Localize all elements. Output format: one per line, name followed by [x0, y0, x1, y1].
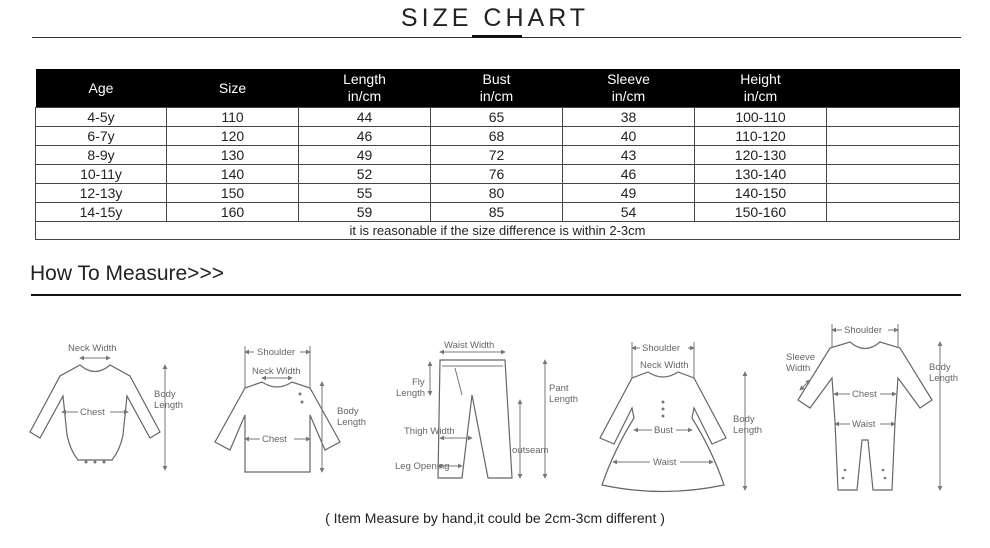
header-age: Age: [36, 69, 167, 108]
dress-diagram: [600, 342, 762, 492]
romper-waist-label: Waist: [852, 419, 876, 430]
cell-size: 130: [167, 146, 299, 165]
header-length: Length in/cm: [299, 69, 431, 108]
cell-age: 14-15y: [36, 203, 167, 222]
romper-chest-label: Chest: [852, 389, 877, 400]
shirt-chest-label: Chest: [262, 434, 287, 445]
table-header-row: [36, 69, 960, 108]
bodysuit-diagram: [30, 343, 183, 470]
header-height: Height in/cm: [695, 69, 827, 108]
size-chart-table: [35, 69, 960, 240]
cell-bust: 80: [431, 184, 563, 203]
cell-blank: [827, 203, 960, 222]
measurement-footnote: ( Item Measure by hand,it could be 2cm-3cm different ): [325, 510, 665, 526]
cell-size: 150: [167, 184, 299, 203]
how-to-measure-heading: How To Measure>>>: [30, 262, 224, 285]
romper-shoulder-label: Shoulder: [844, 325, 883, 336]
pants-pant-length-label-1: Pant: [549, 383, 569, 394]
bodysuit-chest-label: Chest: [80, 407, 105, 418]
cell-age: 6-7y: [36, 127, 167, 146]
dress-neck-width-label: Neck Width: [640, 360, 689, 371]
dress-waist-label: Waist: [653, 457, 677, 468]
cell-sleeve: 46: [563, 165, 695, 184]
bodysuit-neck-width-label: Neck Width: [68, 343, 117, 354]
romper-body-length-label-1: Body: [929, 362, 951, 373]
table-note-row: [36, 222, 960, 240]
cell-height: 140-150: [695, 184, 827, 203]
cell-blank: [827, 146, 960, 165]
bodysuit-body-length-label-2: Length: [154, 400, 184, 411]
cell-length: 59: [299, 203, 431, 222]
romper-body-length-label-2: Length: [929, 373, 959, 384]
table-row: [36, 203, 960, 222]
cell-height: 100-110: [695, 108, 827, 127]
cell-blank: [827, 184, 960, 203]
cell-bust: 68: [431, 127, 563, 146]
header-bust: Bust in/cm: [431, 69, 563, 108]
pants-diagram: [395, 340, 578, 478]
cell-size: 140: [167, 165, 299, 184]
cell-length: 55: [299, 184, 431, 203]
bodysuit-body-length-label-1: Body: [154, 389, 176, 400]
cell-age: 12-13y: [36, 184, 167, 203]
title-accent-bar: [472, 35, 522, 38]
cell-length: 46: [299, 127, 431, 146]
shirt-body-length-label-2: Length: [337, 417, 367, 428]
table-row: [36, 146, 960, 165]
pants-thigh-width-label: Thigh Width: [404, 426, 455, 437]
dress-shoulder-label: Shoulder: [642, 343, 681, 354]
cell-height: 110-120: [695, 127, 827, 146]
cell-sleeve: 38: [563, 108, 695, 127]
cell-size: 160: [167, 203, 299, 222]
cell-bust: 65: [431, 108, 563, 127]
pants-fly-length-label-2: Length: [396, 388, 426, 399]
cell-bust: 72: [431, 146, 563, 165]
page-title: SIZE CHART: [400, 4, 590, 32]
cell-age: 4-5y: [36, 108, 167, 127]
how-to-measure-divider: [31, 294, 961, 296]
cell-age: 10-11y: [36, 165, 167, 184]
header-sleeve: Sleeve in/cm: [563, 69, 695, 108]
header-size: Size: [167, 69, 299, 108]
cell-blank: [827, 165, 960, 184]
shirt-neck-width-label: Neck Width: [252, 366, 301, 377]
cell-sleeve: 49: [563, 184, 695, 203]
romper-sleeve-width-label-2: Width: [786, 363, 811, 374]
cell-sleeve: 43: [563, 146, 695, 165]
cell-sleeve: 54: [563, 203, 695, 222]
cell-age: 8-9y: [36, 146, 167, 165]
pants-leg-opening-label: Leg Opening: [395, 461, 450, 472]
cell-height: 150-160: [695, 203, 827, 222]
shirt-body-length-label-1: Body: [337, 406, 359, 417]
measurement-diagrams: [0, 300, 990, 505]
pants-fly-length-label-1: Fly: [412, 377, 425, 388]
cell-length: 44: [299, 108, 431, 127]
cell-sleeve: 40: [563, 127, 695, 146]
dress-bust-label: Bust: [654, 425, 674, 436]
header-blank: [827, 69, 960, 108]
pants-outseam-label: outseam: [512, 445, 549, 456]
cell-bust: 85: [431, 203, 563, 222]
shirt-diagram: [215, 346, 366, 472]
size-tolerance-note: it is reasonable if the size difference is within 2-3cm: [36, 222, 960, 240]
cell-blank: [827, 108, 960, 127]
cell-length: 52: [299, 165, 431, 184]
pants-pant-length-label-2: Length: [549, 394, 579, 405]
shirt-shoulder-label: Shoulder: [257, 347, 296, 358]
cell-bust: 76: [431, 165, 563, 184]
cell-length: 49: [299, 146, 431, 165]
dress-body-length-label-2: Length: [733, 425, 763, 436]
table-row: [36, 108, 960, 127]
dress-body-length-label-1: Body: [733, 414, 755, 425]
romper-diagram: [786, 324, 958, 490]
pants-waist-width-label: Waist Width: [444, 340, 495, 351]
cell-height: 120-130: [695, 146, 827, 165]
romper-sleeve-width-label-1: Sleeve: [786, 352, 816, 363]
table-row: [36, 127, 960, 146]
cell-size: 120: [167, 127, 299, 146]
cell-blank: [827, 127, 960, 146]
cell-height: 130-140: [695, 165, 827, 184]
table-row: [36, 184, 960, 203]
cell-size: 110: [167, 108, 299, 127]
table-row: [36, 165, 960, 184]
